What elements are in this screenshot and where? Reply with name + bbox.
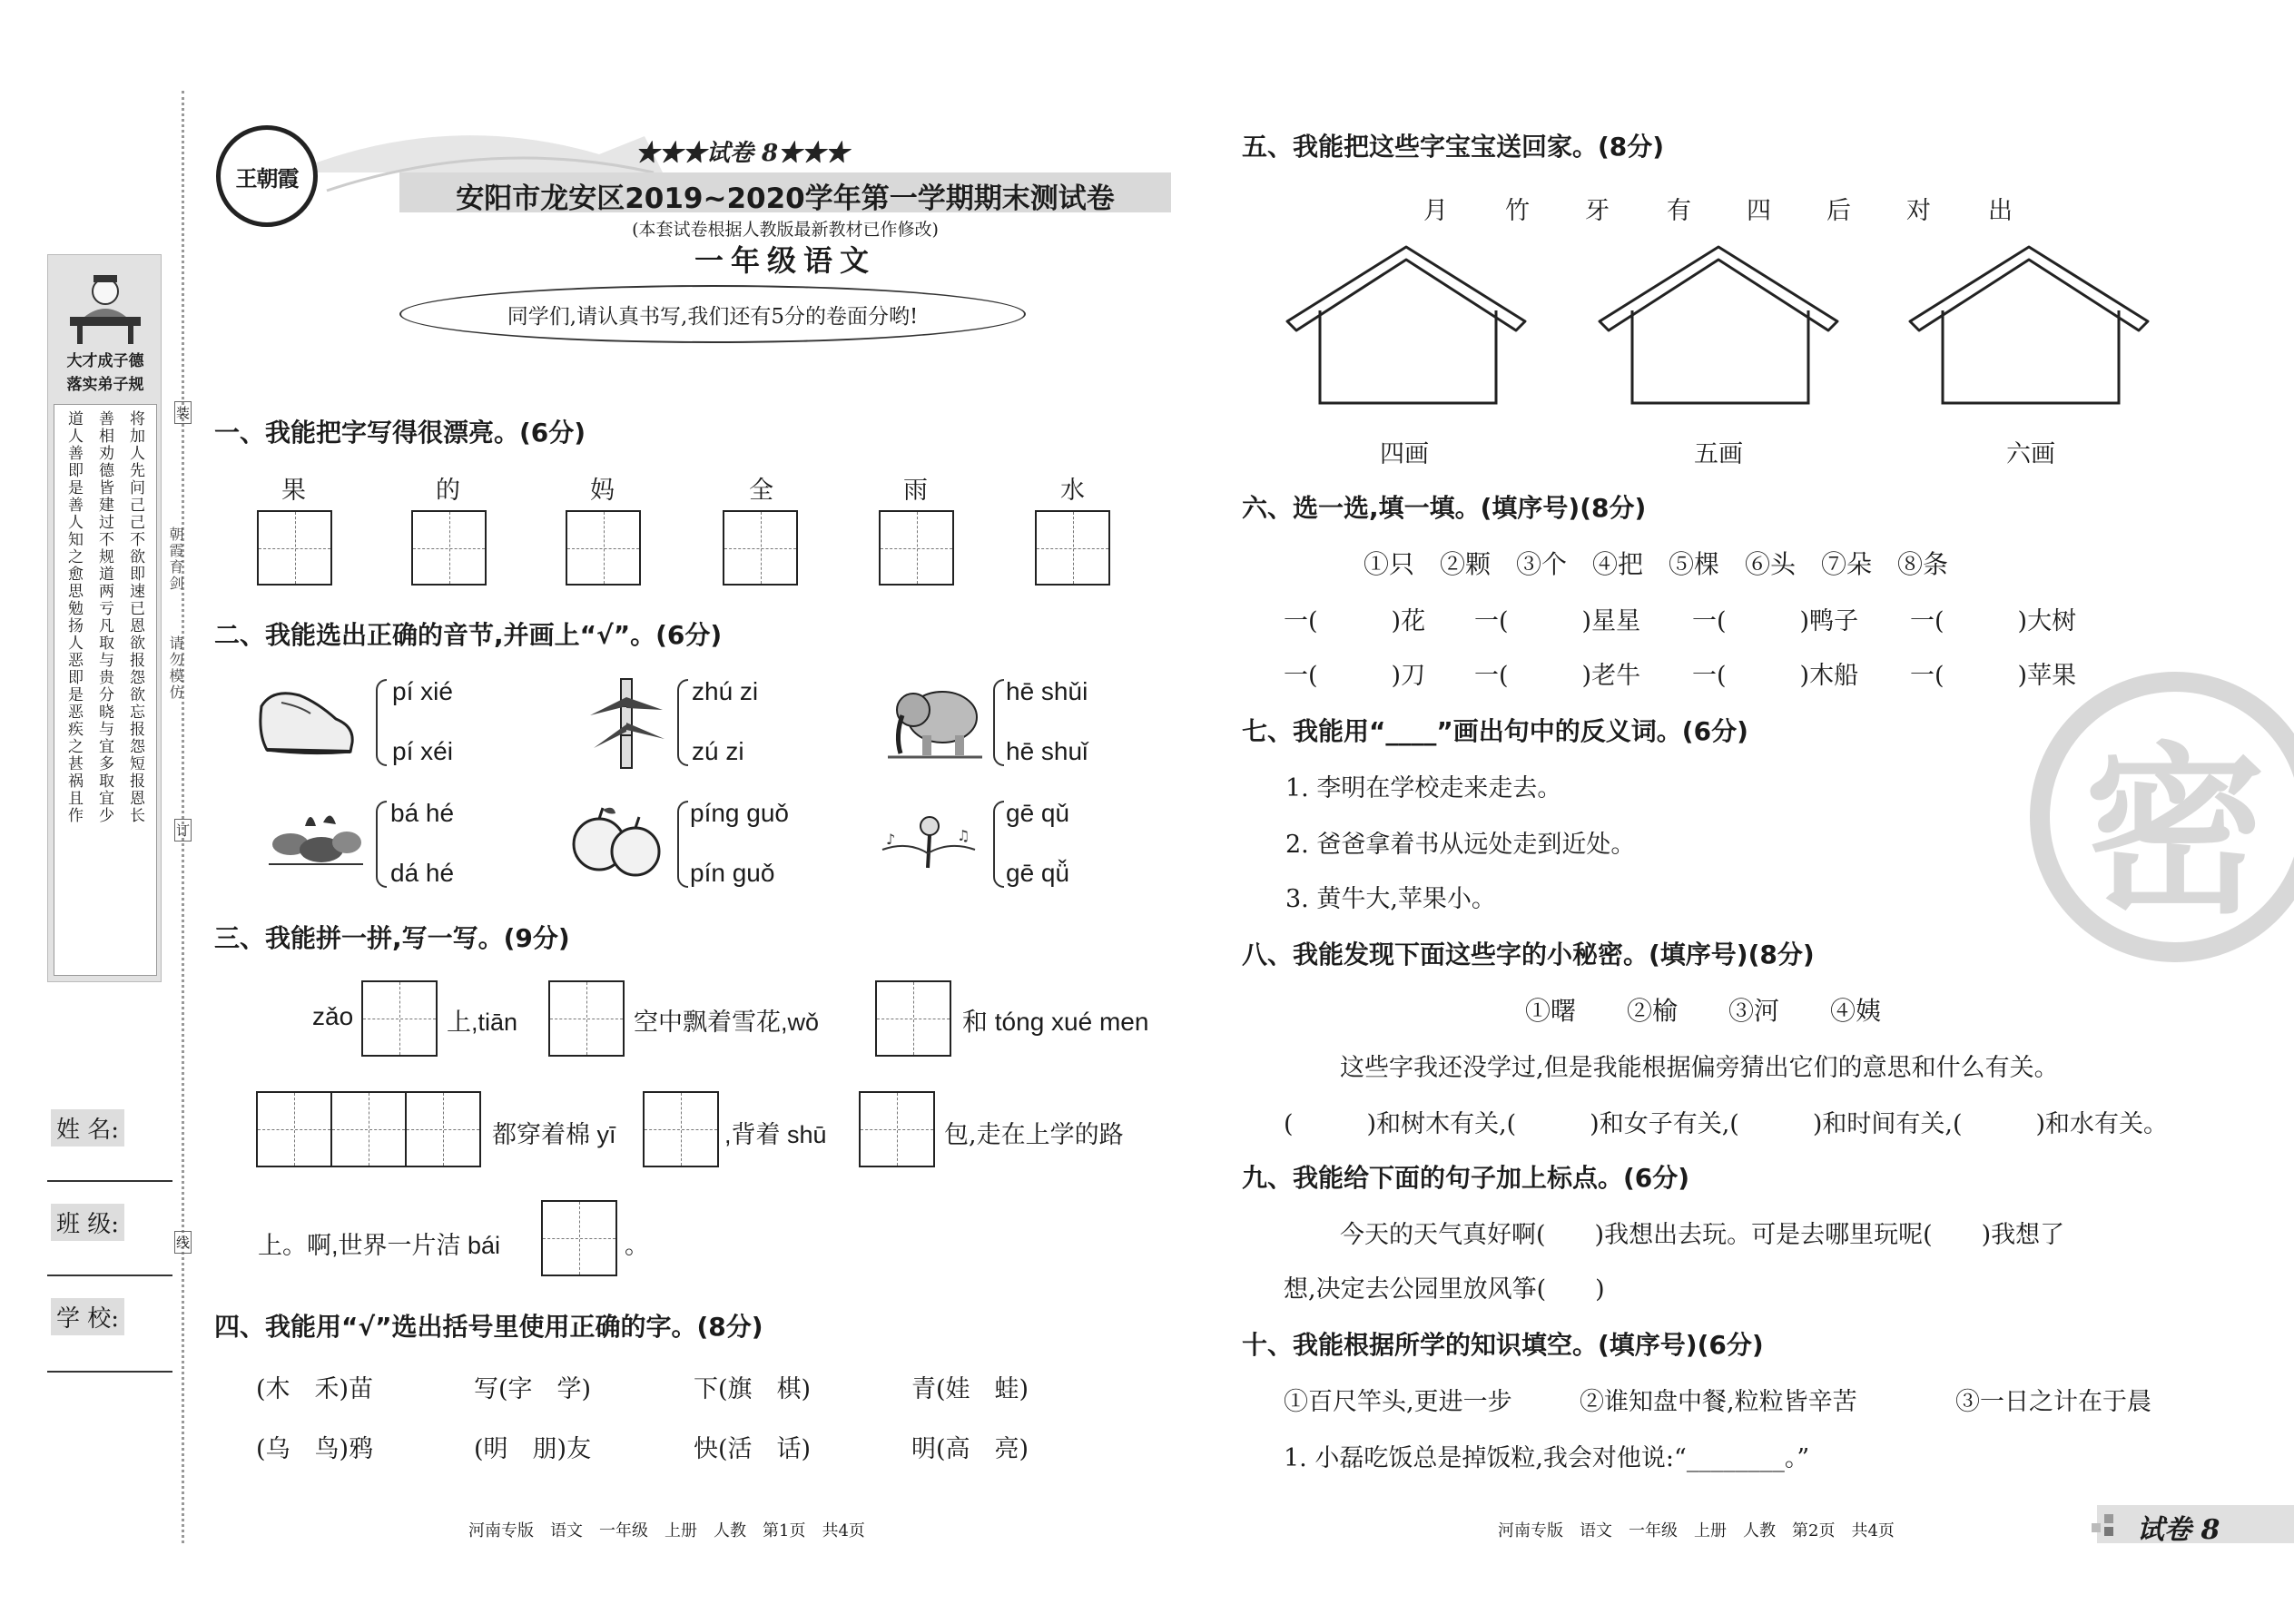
shoe-icon bbox=[254, 679, 358, 761]
q6-blank-3[interactable]: 一( )鸭子 bbox=[1692, 607, 1859, 635]
poem-column-3: 道人善即是善人知之愈思勉扬人恶即是恶疾之甚祸且作 bbox=[64, 410, 83, 824]
q10-title: 十、我能根据所学的知识填空。(填序号)(6分) bbox=[1242, 1330, 1764, 1360]
corner-tag: 试卷 8 bbox=[2137, 1514, 2220, 1546]
exam-title: 安阳市龙安区2019~2020学年第一学期期末测试卷 bbox=[456, 182, 1115, 215]
q3-l3-seg-2: 。 bbox=[625, 1232, 649, 1260]
q4-item-4[interactable]: 青(娃 蛙) bbox=[911, 1375, 1029, 1403]
q5-char-4: 有 bbox=[1667, 197, 1691, 225]
q3-grid-6[interactable] bbox=[405, 1091, 481, 1167]
q9-line-2[interactable]: 想,决定去公园里放风筝( ) bbox=[1284, 1275, 1605, 1304]
q8-line-2[interactable]: ( )和树木有关,( )和女子有关,( )和时间有关,( )和水有关。 bbox=[1284, 1110, 2169, 1138]
q8-line-1: 这些字我还没学过,但是我能根据偏旁猜出它们的意思和什么有关。 bbox=[1340, 1054, 2059, 1082]
house-1-label: 四画 bbox=[1380, 440, 1429, 468]
q3-l1-seg-1: zǎo bbox=[312, 1002, 354, 1030]
q5-title: 五、我能把这些字宝宝送回家。(8分) bbox=[1242, 132, 1665, 162]
q2-brace-3 bbox=[993, 679, 1004, 766]
house-3-label: 六画 bbox=[2006, 440, 2055, 468]
q2-opt-5b[interactable]: pín guǒ bbox=[690, 859, 775, 887]
q1-char-6: 水 bbox=[1060, 477, 1085, 505]
q2-opt-4a[interactable]: bá hé bbox=[390, 799, 455, 827]
q5-char-2: 竹 bbox=[1505, 197, 1530, 225]
svg-text:♫: ♫ bbox=[957, 827, 970, 844]
footer-left: 河南专版 语文 一年级 上册 人教 第1页 共4页 bbox=[468, 1521, 865, 1540]
q2-opt-3b[interactable]: hē shuǐ bbox=[1006, 737, 1088, 765]
q3-grid-1[interactable] bbox=[361, 980, 438, 1057]
q3-l3-seg-1: 上。啊,世界一片洁 bái bbox=[258, 1232, 501, 1259]
q3-grid-9[interactable] bbox=[541, 1200, 617, 1276]
logo bbox=[216, 125, 318, 227]
q7-sentence-2[interactable]: 2. 爸爸拿着书从远处走到近处。 bbox=[1285, 831, 1636, 859]
q6-blank-2[interactable]: 一( )星星 bbox=[1474, 607, 1641, 635]
q2-opt-1a[interactable]: pí xié bbox=[392, 677, 453, 705]
q2-opt-1b[interactable]: pí xéi bbox=[392, 737, 453, 765]
q2-opt-2a[interactable]: zhú zi bbox=[692, 677, 759, 705]
q5-char-8: 出 bbox=[1988, 197, 2013, 225]
q2-opt-2b[interactable]: zú zi bbox=[692, 737, 744, 765]
svg-text:♪: ♪ bbox=[886, 831, 896, 848]
cut-mark-2: 订 bbox=[174, 819, 192, 842]
q3-grid-8[interactable] bbox=[859, 1091, 935, 1167]
q2-brace-2 bbox=[677, 679, 688, 766]
q2-opt-6a[interactable]: gē qǔ bbox=[1006, 799, 1070, 827]
corner-squares bbox=[2092, 1512, 2119, 1536]
q4-item-7[interactable]: 快(活 话) bbox=[694, 1435, 812, 1463]
q8-options: ①曙 ②榆 ③河 ④姨 bbox=[1525, 996, 1882, 1026]
q2-opt-3a[interactable]: hē shǔi bbox=[1006, 677, 1088, 705]
q1-char-2: 的 bbox=[436, 477, 460, 505]
q3-l2-seg-1: 都穿着棉 yī bbox=[492, 1121, 616, 1148]
q1-grid-4[interactable] bbox=[723, 510, 798, 586]
bamboo-icon bbox=[581, 670, 672, 772]
vertical-note-2: 请勿模仿 bbox=[167, 635, 184, 701]
q7-sentence-3[interactable]: 3. 黄牛大,苹果小。 bbox=[1285, 885, 1496, 913]
poem-box bbox=[54, 404, 157, 976]
q6-blank-4[interactable]: 一( )大树 bbox=[1910, 607, 2077, 635]
cut-mark-1: 装 bbox=[174, 401, 192, 424]
q1-char-3: 妈 bbox=[590, 477, 615, 505]
q4-item-1[interactable]: (木 禾)苗 bbox=[256, 1375, 374, 1403]
q1-char-5: 雨 bbox=[903, 477, 928, 505]
house-1[interactable] bbox=[1284, 243, 1529, 407]
q2-brace-1 bbox=[376, 679, 387, 766]
dotted-fold-line bbox=[182, 91, 184, 1543]
motto: 大才成子德 落实弟子规 bbox=[66, 352, 144, 394]
q6-blank-5[interactable]: 一( )刀 bbox=[1284, 662, 1426, 690]
q5-char-7: 对 bbox=[1906, 197, 1931, 225]
bubble-text: 同学们,请认真书写,我们还有5分的卷面分哟! bbox=[507, 304, 919, 329]
footer-right: 河南专版 语文 一年级 上册 人教 第2页 共4页 bbox=[1498, 1521, 1895, 1540]
q2-brace-5 bbox=[677, 801, 688, 888]
q4-item-6[interactable]: (明 朋)友 bbox=[474, 1435, 592, 1463]
speech-bubble bbox=[399, 285, 1026, 343]
q4-item-3[interactable]: 下(旗 棋) bbox=[694, 1375, 812, 1403]
q5-char-1: 月 bbox=[1423, 197, 1448, 225]
stamp-watermark bbox=[2030, 672, 2294, 962]
name-field[interactable] bbox=[47, 1180, 172, 1182]
q9-title: 九、我能给下面的句子加上标点。(6分) bbox=[1242, 1163, 1690, 1193]
q3-title: 三、我能拼一拼,写一写。(9分) bbox=[214, 923, 570, 953]
q1-grid-1[interactable] bbox=[257, 510, 332, 586]
edition-note: (本套试卷根据人教版最新教材已作修改) bbox=[632, 220, 939, 240]
q3-l2-seg-2: ,背着 shū bbox=[724, 1121, 827, 1148]
house-3[interactable] bbox=[1906, 243, 2151, 407]
q4-item-8[interactable]: 明(高 亮) bbox=[911, 1435, 1029, 1463]
q1-grid-5[interactable] bbox=[879, 510, 954, 586]
q2-title: 二、我能选出正确的音节,并画上“√”。(6分) bbox=[214, 620, 723, 650]
q1-grid-2[interactable] bbox=[411, 510, 487, 586]
subject-title: 一年级语文 bbox=[694, 243, 876, 278]
q6-title: 六、选一选,填一填。(填序号)(8分) bbox=[1242, 493, 1647, 523]
vertical-note-1: 朝霞育剑 bbox=[167, 527, 184, 592]
q1-title: 一、我能把字写得很漂亮。(6分) bbox=[214, 418, 586, 448]
poem-column-2: 善相劝德皆建过不规道两亏凡取与贵分晓与宜多取宜少 bbox=[95, 410, 113, 824]
q1-grid-6[interactable] bbox=[1035, 510, 1110, 586]
logo-text: 王朝霞 bbox=[235, 164, 299, 192]
q6-options: ①只 ②颗 ③个 ④把 ⑤棵 ⑥头 ⑦朵 ⑧条 bbox=[1364, 549, 1949, 579]
q4-item-2[interactable]: 写(字 学) bbox=[474, 1375, 592, 1403]
q2-brace-4 bbox=[376, 801, 387, 888]
q3-grid-5[interactable] bbox=[330, 1091, 407, 1167]
q1-grid-3[interactable] bbox=[566, 510, 641, 586]
class-label: 班 级: bbox=[51, 1204, 124, 1241]
q3-grid-2[interactable] bbox=[548, 980, 625, 1057]
q2-opt-6b[interactable]: gē qǚ bbox=[1006, 859, 1070, 887]
poem-column-1: 将加人先问己己不欲即速已恩欲报怨欲忘报怨短报恩长 bbox=[126, 410, 144, 824]
q7-sentence-1[interactable]: 1. 李明在学校走来走去。 bbox=[1285, 774, 1562, 802]
q3-grid-4[interactable] bbox=[256, 1091, 332, 1167]
q8-title: 八、我能发现下面这些字的小秘密。(填序号)(8分) bbox=[1242, 940, 1815, 969]
class-field[interactable] bbox=[47, 1275, 172, 1276]
q10-option-2: ②谁知盘中餐,粒粒皆辛苦 bbox=[1580, 1388, 1857, 1416]
q9-line-1[interactable]: 今天的天气真好啊( )我想出去玩。可是去哪里玩呢( )我想了 bbox=[1340, 1221, 2065, 1249]
q1-char-1: 果 bbox=[281, 477, 306, 505]
q3-grid-3[interactable] bbox=[875, 980, 951, 1057]
lotus-icon bbox=[269, 804, 363, 871]
school-field[interactable] bbox=[47, 1371, 172, 1373]
q6-blank-8[interactable]: 一( )苹果 bbox=[1910, 662, 2077, 690]
series-label: ★★★试卷 8★★★ bbox=[635, 140, 850, 167]
q3-l1-seg-4: 和 tóng xué men bbox=[962, 1008, 1149, 1036]
q3-grid-7[interactable] bbox=[643, 1091, 719, 1167]
q5-char-6: 后 bbox=[1826, 197, 1851, 225]
q4-item-5[interactable]: (乌 鸟)鸦 bbox=[256, 1435, 374, 1463]
q4-title: 四、我能用“√”选出括号里使用正确的字。(8分) bbox=[214, 1312, 763, 1342]
song-icon bbox=[877, 813, 979, 873]
q1-char-4: 全 bbox=[749, 477, 773, 505]
cut-mark-3: 线 bbox=[174, 1231, 192, 1254]
q3-l1-seg-2: 上,tiān bbox=[447, 1009, 518, 1036]
q5-char-3: 牙 bbox=[1585, 197, 1610, 225]
q10-option-1: ①百尺竿头,更进一步 bbox=[1284, 1388, 1512, 1416]
stamp-text: 密 bbox=[2083, 726, 2266, 939]
q6-blank-1[interactable]: 一( )花 bbox=[1284, 607, 1426, 635]
q2-brace-6 bbox=[993, 801, 1004, 888]
sidebar-panel bbox=[47, 254, 162, 982]
elephant-icon bbox=[888, 677, 982, 764]
q10-line-1[interactable]: 1. 小磊吃饭总是掉饭粒,我会对他说:“________。” bbox=[1284, 1444, 1810, 1472]
apple-icon bbox=[566, 802, 666, 881]
q2-opt-4b[interactable]: dá hé bbox=[390, 859, 455, 887]
q5-char-5: 四 bbox=[1747, 197, 1771, 225]
q7-title: 七、我能用“____”画出句中的反义词。(6分) bbox=[1242, 716, 1748, 746]
q2-opt-5a[interactable]: píng guǒ bbox=[690, 799, 789, 827]
q3-l2-seg-3: 包,走在上学的路 bbox=[944, 1121, 1124, 1149]
scholar-icon bbox=[57, 264, 153, 346]
q6-blank-7[interactable]: 一( )木船 bbox=[1692, 662, 1859, 690]
school-label: 学 校: bbox=[51, 1298, 124, 1335]
house-2[interactable] bbox=[1596, 243, 1841, 407]
q10-option-3: ③一日之计在于晨 bbox=[1955, 1388, 2151, 1416]
name-label: 姓 名: bbox=[51, 1109, 124, 1147]
house-2-label: 五画 bbox=[1694, 440, 1743, 468]
q3-l1-seg-3: 空中飘着雪花,wǒ bbox=[634, 1009, 820, 1036]
q6-blank-6[interactable]: 一( )老牛 bbox=[1474, 662, 1641, 690]
